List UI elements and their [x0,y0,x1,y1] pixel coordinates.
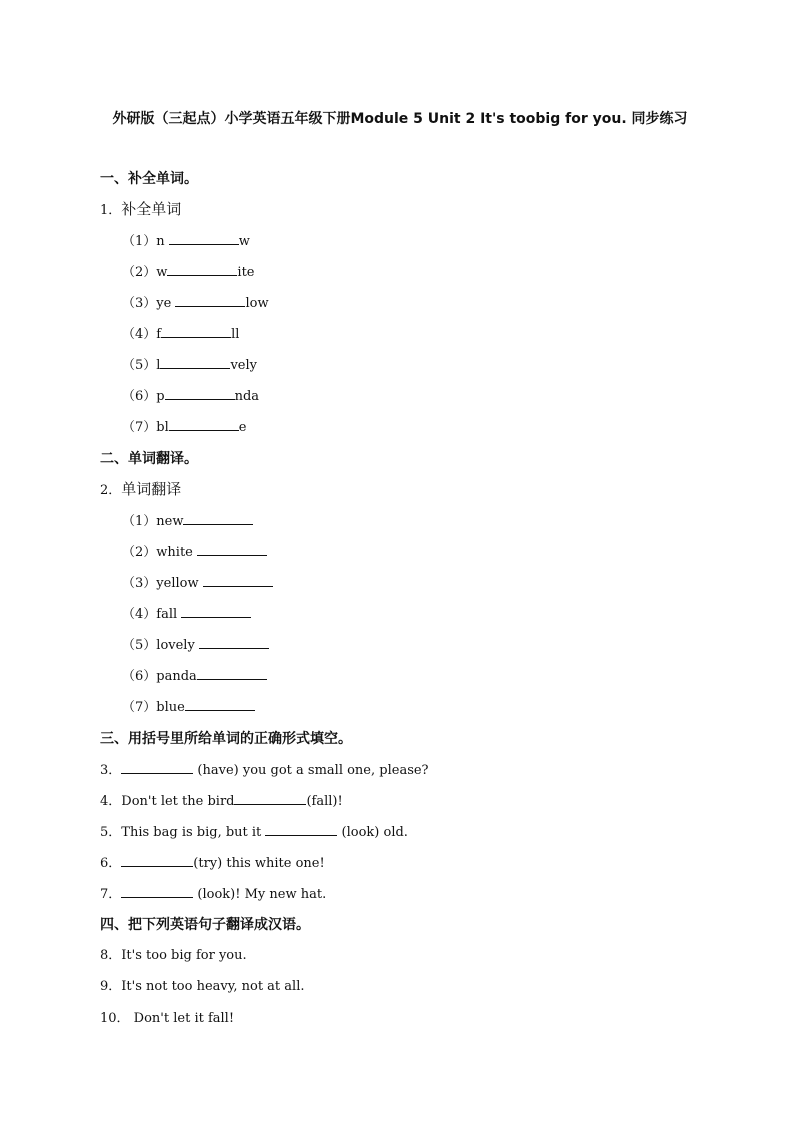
section-1-heading: 一、补全单词。 [100,171,198,187]
answer-blank[interactable] [185,698,255,711]
answer-blank[interactable] [121,885,193,898]
answer-blank[interactable] [265,823,337,836]
section-4-heading: 四、把下列英语句子翻译成汉语。 [100,917,310,933]
q1-item-1: （1）n w [122,234,250,249]
answer-blank[interactable] [121,761,193,774]
question-number: 2． [100,483,122,498]
question-8: 8．It's too big for you. [100,948,247,963]
q1-item-5: （5）l vely [122,358,257,373]
answer-blank[interactable] [234,792,306,805]
answer-blank[interactable] [183,512,253,525]
question-1 [100,200,181,220]
answer-blank[interactable] [175,294,245,307]
answer-blank[interactable] [121,854,193,867]
question-9: 9．It's not too heavy, not at all. [100,979,305,994]
q2-item-4: （4）fall [122,605,251,624]
question-5: 5．This bag is big, but it (look) old. [100,825,408,840]
document-title: 外研版（三起点）小学英语五年级下册Module 5 Unit 2 It's toobig for you. 同步练习 [112,111,688,127]
q2-item-6: （6）panda [122,667,267,686]
question-10: 10． Don't let it fall! [100,1011,235,1026]
q1-item-4: （4）f ll [122,327,240,342]
answer-blank[interactable] [161,325,231,338]
answer-blank[interactable] [203,574,273,587]
answer-blank[interactable] [197,667,267,680]
section-3-heading: 三、用括号里所给单词的正确形式填空。 [100,731,352,747]
q2-item-1: （1）new [122,512,253,531]
q1-item-2: （2）w ite [122,265,255,280]
question-2 [100,480,181,500]
answer-blank[interactable] [169,232,239,245]
question-3: 3． (have) you got a small one, please? [100,763,429,778]
answer-blank[interactable] [165,387,235,400]
q1-item-3: （3）ye low [122,296,269,311]
answer-blank[interactable] [199,636,269,649]
section-2-heading: 二、单词翻译。 [100,451,198,467]
question-number: 1． [100,203,122,218]
q2-item-5: （5）lovely [122,636,269,655]
q2-item-2: （2）white [122,543,267,562]
q1-item-7: （7）bl e [122,420,247,435]
question-4: 4．Don't let the bird (fall)! [100,794,343,809]
answer-blank[interactable] [167,263,237,276]
q2-item-7: （7）blue [122,698,255,717]
q1-item-6: （6）p nda [122,389,260,404]
question-6: 6． (try) this white one! [100,856,325,871]
question-heading: 单词翻译 [121,480,182,498]
question-heading: 补全单词 [121,200,182,218]
q2-item-3: （3）yellow [122,574,273,593]
answer-blank[interactable] [197,543,267,556]
question-7: 7． (look)! My new hat. [100,887,327,902]
answer-blank[interactable] [160,356,230,369]
answer-blank[interactable] [181,605,251,618]
answer-blank[interactable] [169,418,239,431]
